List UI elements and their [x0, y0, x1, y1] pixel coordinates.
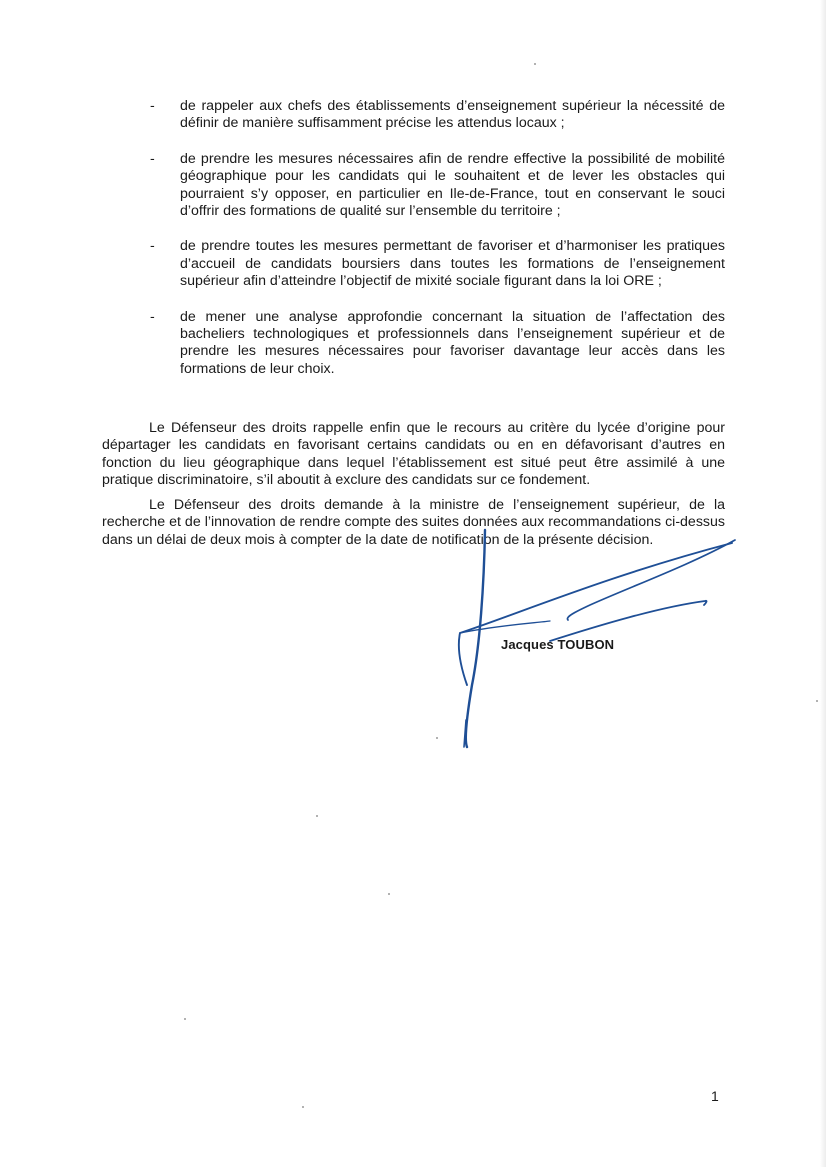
- page-edge-shadow: [820, 0, 826, 1167]
- list-item-text: de prendre toutes les mesures permettant de favoriser et d’harmoniser les pratiques d’accueil de candidats boursiers dans toutes les formations de l’enseignement supérieur afin d’atteindre l’objectif de mixité sociale figurant dans la loi ORE ;: [180, 238, 725, 290]
- scan-speck: [184, 1018, 186, 1020]
- signatory-name: Jacques TOUBON: [501, 637, 615, 652]
- bullet-dash: -: [150, 308, 155, 325]
- recommendation-list: [150, 98, 725, 396]
- scan-speck: [534, 63, 536, 65]
- list-item-text: de rappeler aux chefs des établissements d’enseignement supérieur la nécessité de définir de manière suffisamment précise les attendus locaux ;: [180, 98, 725, 132]
- scan-speck: [302, 1106, 304, 1108]
- scan-speck: [316, 815, 318, 817]
- list-item-text: de mener une analyse approfondie concernant la situation de l’affectation des bacheliers technologiques et professionnels dans l’enseignement supérieur et de prendre les mesures nécessaires pour favoriser davantage leur accès dans les formations de leur choix.: [180, 308, 725, 377]
- list-item: [150, 98, 725, 133]
- bullet-dash: -: [150, 238, 155, 255]
- scan-speck: [816, 700, 818, 702]
- list-item: [150, 151, 725, 221]
- bullet-dash: -: [150, 150, 155, 167]
- list-item: [150, 238, 725, 290]
- handwritten-signature: [440, 525, 740, 760]
- bullet-dash: -: [150, 98, 155, 114]
- list-item-text: de prendre les mesures nécessaires afin de rendre effective la possibilité de mobilité géographique pour les candidats qui le souhaitent et de lever les obstacles qui pourraient s’y opposer, en particulier en Ile-de-France, tout en conservant le souci d’offrir des formations de qualité sur l’ensemble du territoire ;: [180, 150, 725, 220]
- list-item: [150, 309, 725, 379]
- body-paragraph-request: Le Défenseur des droits demande à la ministre de l’enseignement supérieur, de la recherche et de l’innovation de rendre compte des suites données aux recommandations ci-dessus dans un délai de deux mois à compter de la date de notification de la présente décision.: [102, 497, 725, 548]
- scan-speck: [436, 737, 438, 739]
- scan-speck: [388, 893, 390, 895]
- page-number: 1: [711, 1088, 719, 1104]
- body-paragraph-reminder: Le Défenseur des droits rappelle enfin que le recours au critère du lycée d’origine pour départager les candidats en favorisant certains candidats ou en en défavorisant d’autres en fonction du lieu géographique dans lequel l’établissement est situé peut être assimilé à une pratique discriminatoire, s’il aboutit à exclure des candidats sur ce fondement.: [102, 420, 725, 489]
